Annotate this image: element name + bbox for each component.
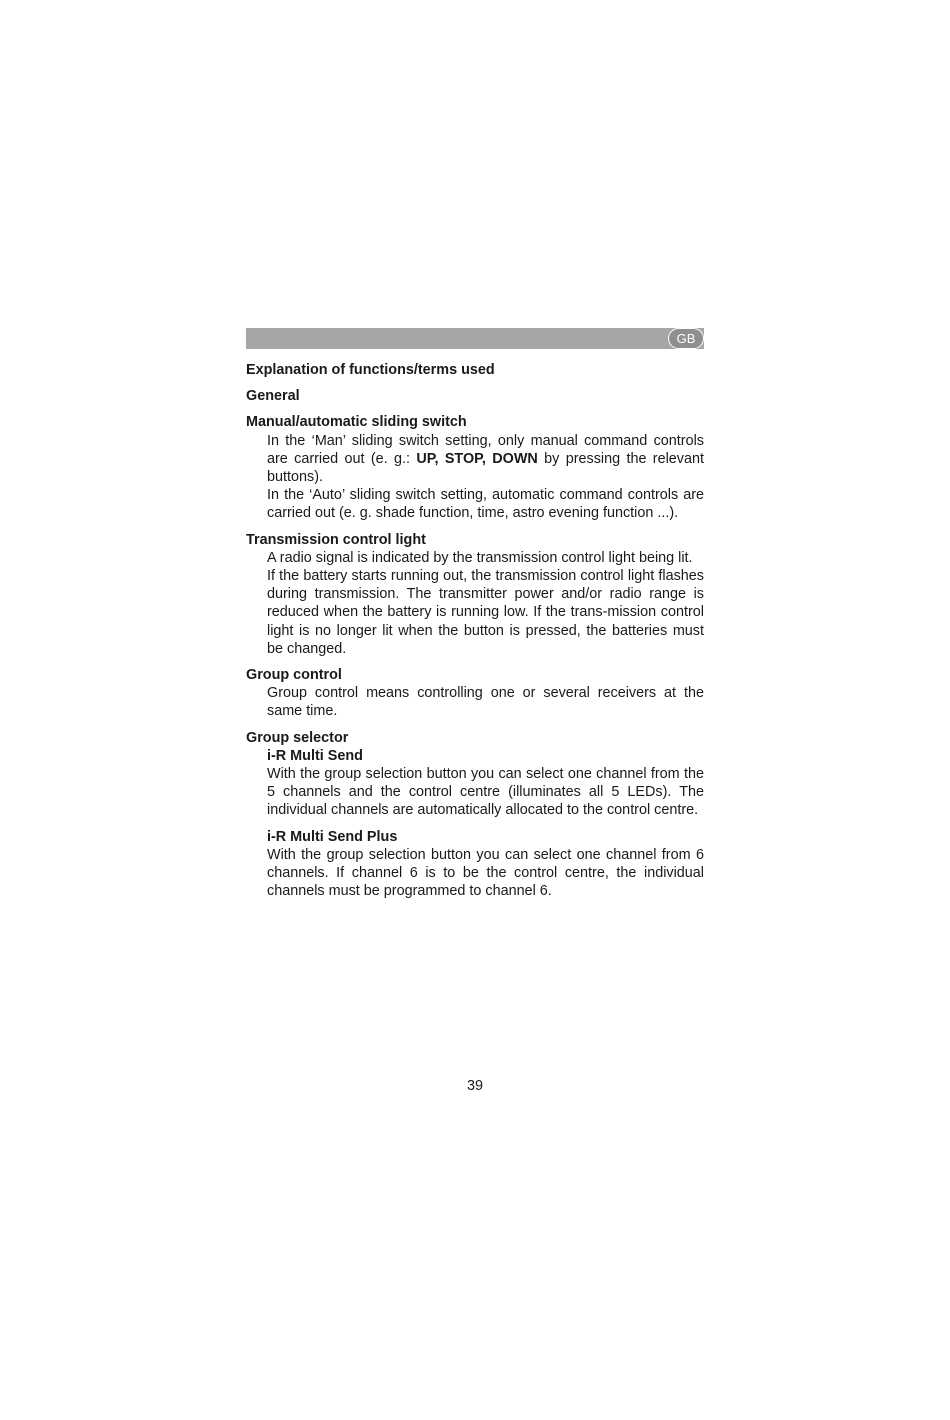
- group-control-para: Group control means controlling one or several receivers at the same time.: [267, 685, 704, 720]
- page-number: 39: [466, 1078, 483, 1094]
- page-content: [246, 361, 704, 900]
- manual-auto-para-1-bold: UP, STOP, DOWN: [416, 450, 538, 467]
- manual-auto-para-1: [246, 432, 704, 487]
- section-group-selector: [246, 729, 704, 901]
- section-group-control: [246, 666, 704, 721]
- manual-auto-para-1-a: In the ‘Man’ sliding switch setting, only manual command controls are carried out (e. g.:: [267, 432, 704, 467]
- header-bar: [246, 328, 704, 349]
- transmission-para-1: A radio signal is indicated by the transmission control light being lit.: [267, 549, 693, 566]
- transmission-para-2: If the battery starts running out, the transmission control light flashes during transmission. The transmitter power and/or radio range is reduced when the battery is running low. If the trans-mission control light is no longer lit when the button is pressed, the batteries must be changed.: [267, 568, 704, 657]
- manual-auto-heading: Manual/automatic sliding switch: [246, 414, 467, 431]
- multi-send-para: With the group selection button you can select one channel from the 5 channels and the control centre (illuminates all 5 LEDs). The individual channels are automatically allocated to the control centre.: [267, 766, 704, 819]
- page-title: Explanation of functions/terms used: [246, 362, 495, 378]
- language-badge: GB: [668, 328, 704, 349]
- manual-auto-para-2: In the ‘Auto’ sliding switch setting, automatic command controls are carried out (e. g. shade function, time, astro evening function ...).: [267, 487, 704, 522]
- group-selector-heading: Group selector: [246, 729, 349, 746]
- general-heading: General: [246, 388, 300, 405]
- group-control-heading: Group control: [246, 667, 342, 684]
- multi-send-heading: i-R Multi Send: [267, 747, 363, 764]
- manual-auto-para-1-b: by pressing the relevant buttons).: [267, 450, 705, 486]
- multi-send-plus-heading: i-R Multi Send Plus: [267, 828, 398, 845]
- multi-send-plus-para: With the group selection button you can select one channel from 6 channels. If channel 6 is to be the control centre, the individual channels must be programmed to channel 6.: [267, 846, 704, 900]
- section-manual-auto: [246, 413, 704, 522]
- transmission-heading: Transmission control light: [246, 531, 426, 548]
- section-transmission: [246, 531, 704, 658]
